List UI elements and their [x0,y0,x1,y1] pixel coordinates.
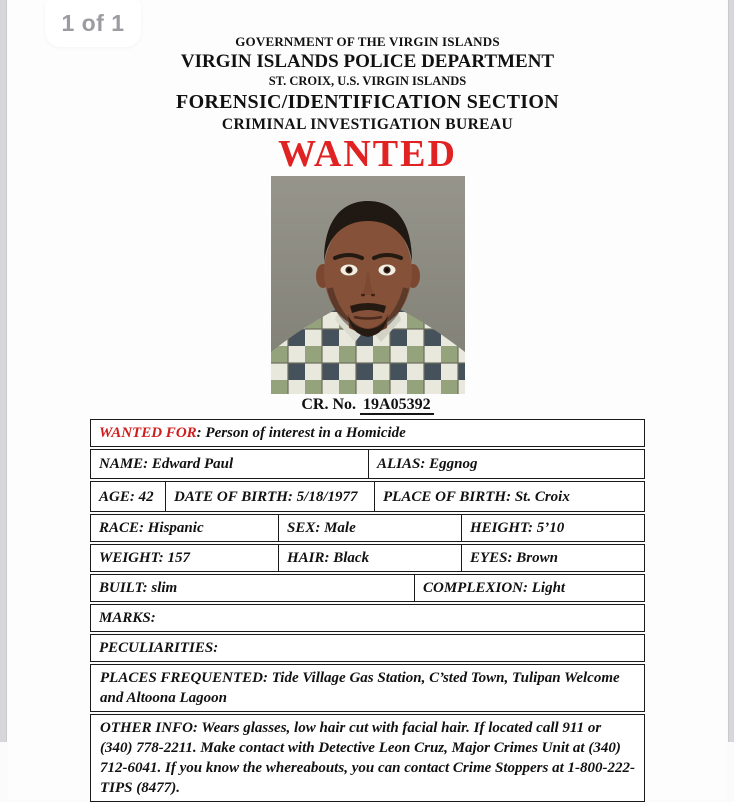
field-name [91,450,368,478]
table-row-places-frequented [90,664,645,712]
field-peculiarities [91,635,644,661]
table-row-built-complexion [90,574,645,602]
name-text: NAME: Edward Paul [99,456,234,472]
wanted-for-value: : Person of interest in a Homicide [196,425,406,441]
field-age [91,482,165,511]
alias-text: ALIAS: Eggnog [377,456,478,472]
field-marks [91,605,644,631]
field-height [461,515,644,541]
hair-text: HAIR: Black [287,550,370,566]
header-department-line: VIRGIN ISLANDS POLICE DEPARTMENT [180,51,555,72]
mugshot-photo [271,176,465,394]
table-row-name-alias [90,449,645,479]
other-info-text: OTHER INFO: Wears glasses, low hair cut with facial hair. If located call 911 or (340) 778-2211. Make contact with Detective Leon Cruz, Major Crimes Unit at (340) 712-6041. If you know the whereabouts, you can contact Crime Stoppers at 1-800-222-TIPS (8477). [100,720,636,796]
page-indicator-text: 1 of 1 [61,10,125,36]
field-alias [368,450,644,478]
field-hair [278,545,461,571]
mugshot-illustration [271,176,465,394]
sex-text: SEX: Male [287,520,356,536]
header-bureau-line: CRIMINAL INVESTIGATION BUREAU [221,116,514,133]
page-indicator-badge [45,0,141,47]
field-wanted-for [91,420,644,446]
field-weight [91,545,278,571]
table-row-weight-hair-eyes [90,544,645,572]
age-text: AGE: 42 [99,488,154,505]
built-text: BUILT: slim [99,580,178,596]
places-frequented-text: PLACES FREQUENTED: Tide Village Gas Station, C’sted Town, Tulipan Welcome and Altoona Lagoon [100,670,620,706]
pob-text: PLACE OF BIRTH: St. Croix [383,488,570,505]
marks-text: MARKS: [99,610,156,626]
field-places-frequented [91,665,644,711]
header-location-line: ST. CROIX, U.S. VIRGIN ISLANDS [268,74,467,88]
field-race [91,515,278,541]
field-eyes [461,545,644,571]
field-date-of-birth [165,482,374,511]
wanted-title: WANTED [278,133,457,175]
field-complexion [414,575,644,601]
field-other-info [91,715,644,801]
table-row-age-dob-pob [90,481,645,512]
table-row-race-sex-height [90,514,645,542]
complexion-text: COMPLEXION: Light [423,580,566,596]
height-text: HEIGHT: 5’10 [470,520,565,536]
weight-text: WEIGHT: 157 [99,550,190,566]
case-number-value: 19A05392 [360,396,434,415]
table-row-wanted-for [90,419,645,447]
case-number-label: CR. No. [301,396,357,413]
viewer-left-edge [0,0,7,742]
table-row-other-info [90,714,645,802]
race-text: RACE: Hispanic [99,520,204,536]
document-page [8,0,727,800]
field-place-of-birth [374,482,644,511]
header-government-line: GOVERNMENT OF THE VIRGIN ISLANDS [235,34,500,49]
field-sex [278,515,461,541]
case-number-line [8,396,727,414]
field-built [91,575,414,601]
header-section-line: FORENSIC/IDENTIFICATION SECTION [176,91,559,113]
wanted-info-table [90,419,645,802]
viewer-right-edge [728,0,734,742]
eyes-text: EYES: Brown [470,550,558,566]
wanted-for-label: WANTED FOR [99,425,197,441]
peculiarities-text: PECULIARITIES: [99,640,219,656]
dob-text: DATE OF BIRTH: 5/18/1977 [174,488,358,505]
table-row-marks [90,604,645,632]
table-row-peculiarities [90,634,645,662]
